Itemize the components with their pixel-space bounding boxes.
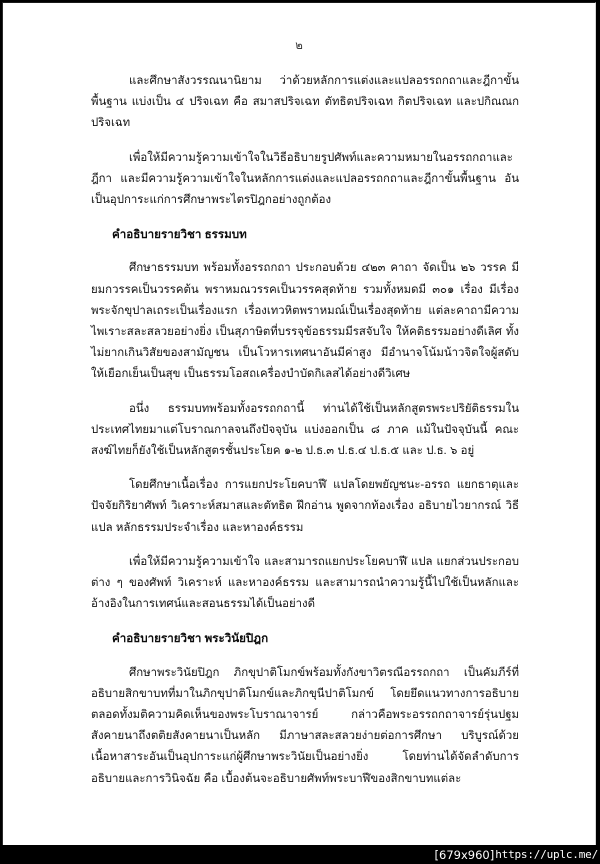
page-body xyxy=(91,71,519,803)
paragraph: และศึกษาสังวรรณนานิยาม ว่าด้วยหลักการแต่งและแปลอรรถกถาและฎีกาขั้นพื้นฐาน แบ่งเป็น ๔ ปริจเฉท คือ สมาสปริจเฉท ตัทธิตปริจเฉท กิตปริจเฉท และปกิณณกปริจเฉท xyxy=(91,75,519,130)
paragraph: ศึกษาธรรมบท พร้อมทั้งอรรถกถา ประกอบด้วย ๔๒๓ คาถา จัดเป็น ๒๖ วรรค มียมกวรรคเป็นวรรคต้น พราหมณวรรคเป็นวรรคสุดท้าย รวมทั้งหมดมี ๓๐๑ เรื่อง มีเรื่องพระจักขุปาลเถระเป็นเรื่องแรก เรื่องเทวหิตพราหมณ์เป็นเรื่องสุดท้าย แต่ละคาถามีความไพเราะสละสลวยอย่างยิ่ง เป็นสุภาษิตที่บรรจุข้อธรรมมีรสจับใจ ให้คติธรรมอย่างดีเลิศ ทั้งไม่ยากเกินวิสัยของสามัญชน เป็นโวหารเทศนาอันมีค่าสูง มีอำนาจโน้มน้าวจิตใจผู้สดับให้เยือกเย็นเป็นสุข เป็นธรรมโอสถเครื่องบำบัดกิเลสได้อย่างดีวิเศษ xyxy=(91,262,519,381)
paragraph: โดยศึกษาเนื้อเรื่อง การแยกประโยคบาฬี แปลโดยพยัญชนะ-อรรถ แยกธาตุและปัจจัยกิริยาศัพท์ วิเคราะห์สมาสและตัทธิต ฝึกอ่าน พูดจากท้องเรื่อง อธิบายไวยากรณ์ วิธีแปล หลักธรรมประจำเรื่อง และหาองค์ธรรม xyxy=(91,479,519,534)
section-heading-thammabot: คำอธิบายรายวิชา ธรรมบท xyxy=(112,228,247,242)
scanned-page xyxy=(2,2,596,845)
watermark-url: https://uplc.me/ xyxy=(495,848,598,861)
page-content xyxy=(3,3,595,845)
section-heading-phra-winai-pidok: คำอธิบายรายวิชา พระวินัยปิฎก xyxy=(112,632,269,646)
page-number: ๒ xyxy=(295,40,303,52)
paragraph: เพื่อให้มีความรู้ความเข้าใจในวิธีอธิบายรูปศัพท์และความหมายในอรรถกถาและฎีกา และมีความรู้ความเข้าใจในหลักการแต่งและแปลอรรถกถาและฎีกาขั้นพื้นฐาน อันเป็นอุปการะแก่การศึกษาพระไตรปิฎกอย่างถูกต้อง xyxy=(91,151,519,207)
paragraph: อนึ่ง ธรรมบทพร้อมทั้งอรรถกถานี้ ท่านได้ใช้เป็นหลักสูตรพระปริยัติธรรมในประเทศไทยมาแต่โบราณกาลจนถึงปัจจุบัน แบ่งออกเป็น ๘ ภาค แม้ในปัจจุบันนี้ คณะสงฆ์ไทยก็ยังใช้เป็นหลักสูตรชั้นประโยค ๑-๒ ป.ธ.๓ ป.ธ.๔ ป.ธ.๕ และ ป.ธ. ๖ อยู่ xyxy=(91,402,519,458)
watermark-bar xyxy=(0,845,600,864)
image-dimensions-label: [679x960] xyxy=(434,847,495,862)
paragraph: ศึกษาพระวินัยปิฎก ภิกขุปาติโมกข์พร้อมทั้งกังขาวิตรณีอรรถกถา เป็นคัมภีร์ที่อธิบายสิกขาบทที่มาในภิกขุปาติโมกข์และภิกขุนีปาติโมกข์ โดยยึดแนวทางการอธิบายตลอดทั้งมติความคิดเห็นของพระโบราณาจารย์ กล่าวคือพระอรรถกถาจารย์รุ่นปฐมสังคายนาถึงตติยสังคายนาเป็นหลัก มีภาษาสละสลวยง่ายต่อการศึกษา บริบูรณ์ด้วยเนื้อหาสาระอันเป็นอุปการะแก่ผู้ศึกษาพระวินัยเป็นอย่างยิ่ง โดยท่านได้จัดลำดับการอธิบายและการวินิจฉัย คือ เบื้องต้นจะอธิบายศัพท์พระบาฬีของสิกขาบทแต่ละ xyxy=(91,666,519,785)
paragraph: เพื่อให้มีความรู้ความเข้าใจ และสามารถแยกประโยคบาฬี แปล แยกส่วนประกอบต่าง ๆ ของศัพท์ วิเคราะห์ และหาองค์ธรรม และสามารถนำความรู้นี้ไปใช้เป็นหลักและอ้างอิงในการเทศน์และสอนธรรมได้เป็นอย่างดี xyxy=(91,555,519,611)
